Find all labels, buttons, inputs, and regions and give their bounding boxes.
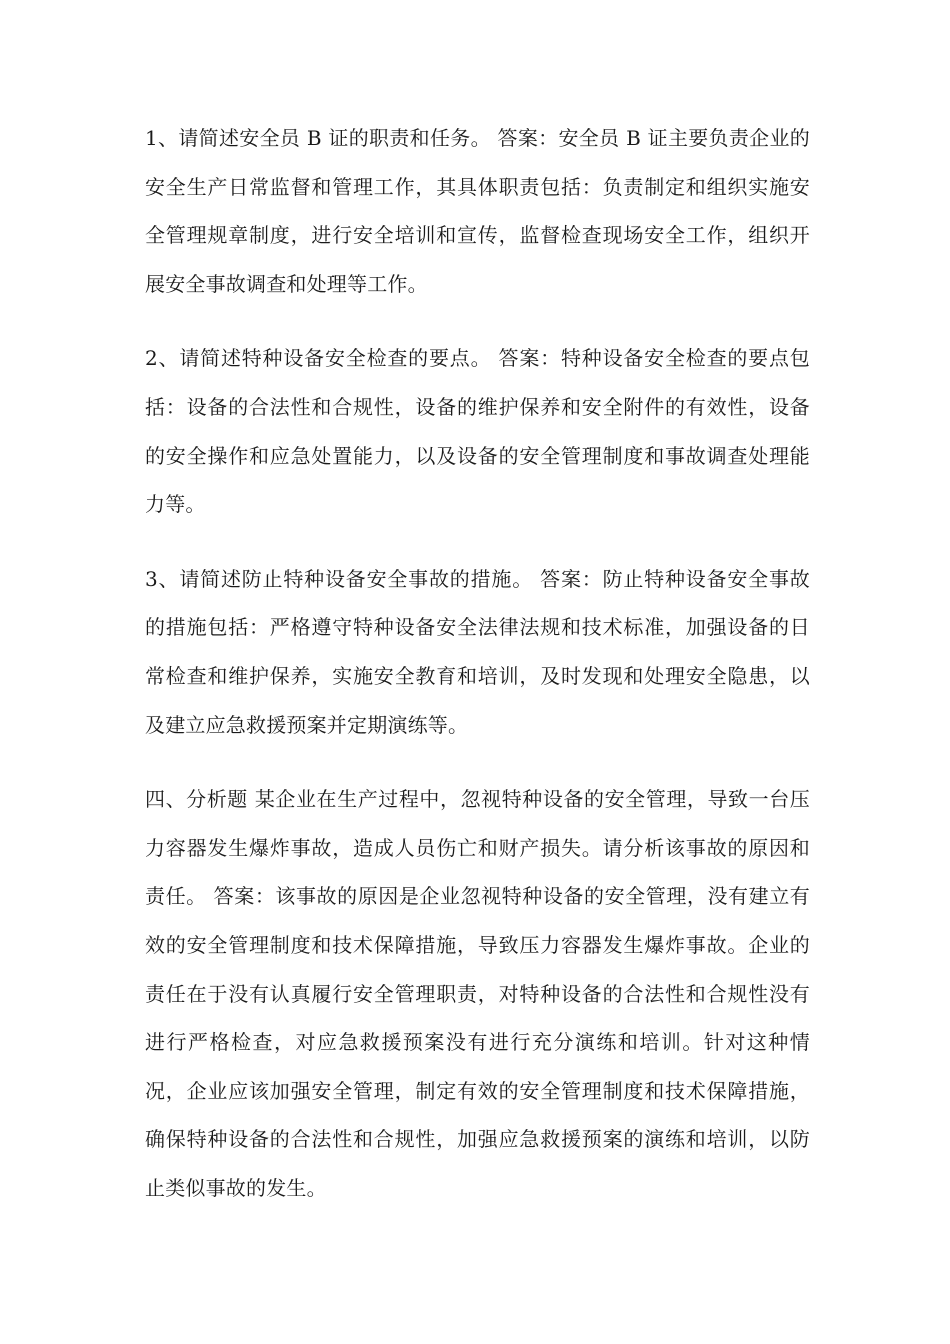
question-2-paragraph: 2、请简述特种设备安全检查的要点。 答案：特种设备安全检查的要点包括：设备的合法性和合规性，设备的维护保养和安全附件的有效性，设备的安全操作和应急处置能力，以及设备的安全管理制度和事故调查处理能力等。 [145, 346, 810, 517]
document-body [145, 114, 810, 1212]
question-1-paragraph: 1、请简述安全员 B 证的职责和任务。 答案：安全员 B 证主要负责企业的安全生产日常监督和管理工作，其具体职责包括：负责制定和组织实施安全管理规章制度，进行安全培训和宣传，监督检查现场安全工作，组织开展安全事故调查和处理等工作。 [145, 126, 810, 296]
question-3-paragraph: 3、请简述防止特种设备安全事故的措施。 答案：防止特种设备安全事故的措施包括：严格遵守特种设备安全法律法规和技术标准，加强设备的日常检查和维护保养，实施安全教育和培训，及时发现和处理安全隐患，以及建立应急救援预案并定期演练等。 [145, 566, 810, 737]
analysis-question-paragraph: 四、分析题 某企业在生产过程中，忽视特种设备的安全管理，导致一台压力容器发生爆炸事故，造成人员伤亡和财产损失。请分析该事故的原因和责任。 答案：该事故的原因是企业忽视特种设备的安全管理，没有建立有效的安全管理制度和技术保障措施，导致压力容器发生爆炸事故。企业的责任在于没有认真履行安全管理职责，对特种设备的合法性和合规性没有进行严格检查，对应急救援预案没有进行充分演练和培训。针对这种情况，企业应该加强安全管理，制定有效的安全管理制度和技术保障措施，确保特种设备的合法性和合规性，加强应急救援预案的演练和培训，以防止类似事故的发生。 [145, 787, 810, 1200]
